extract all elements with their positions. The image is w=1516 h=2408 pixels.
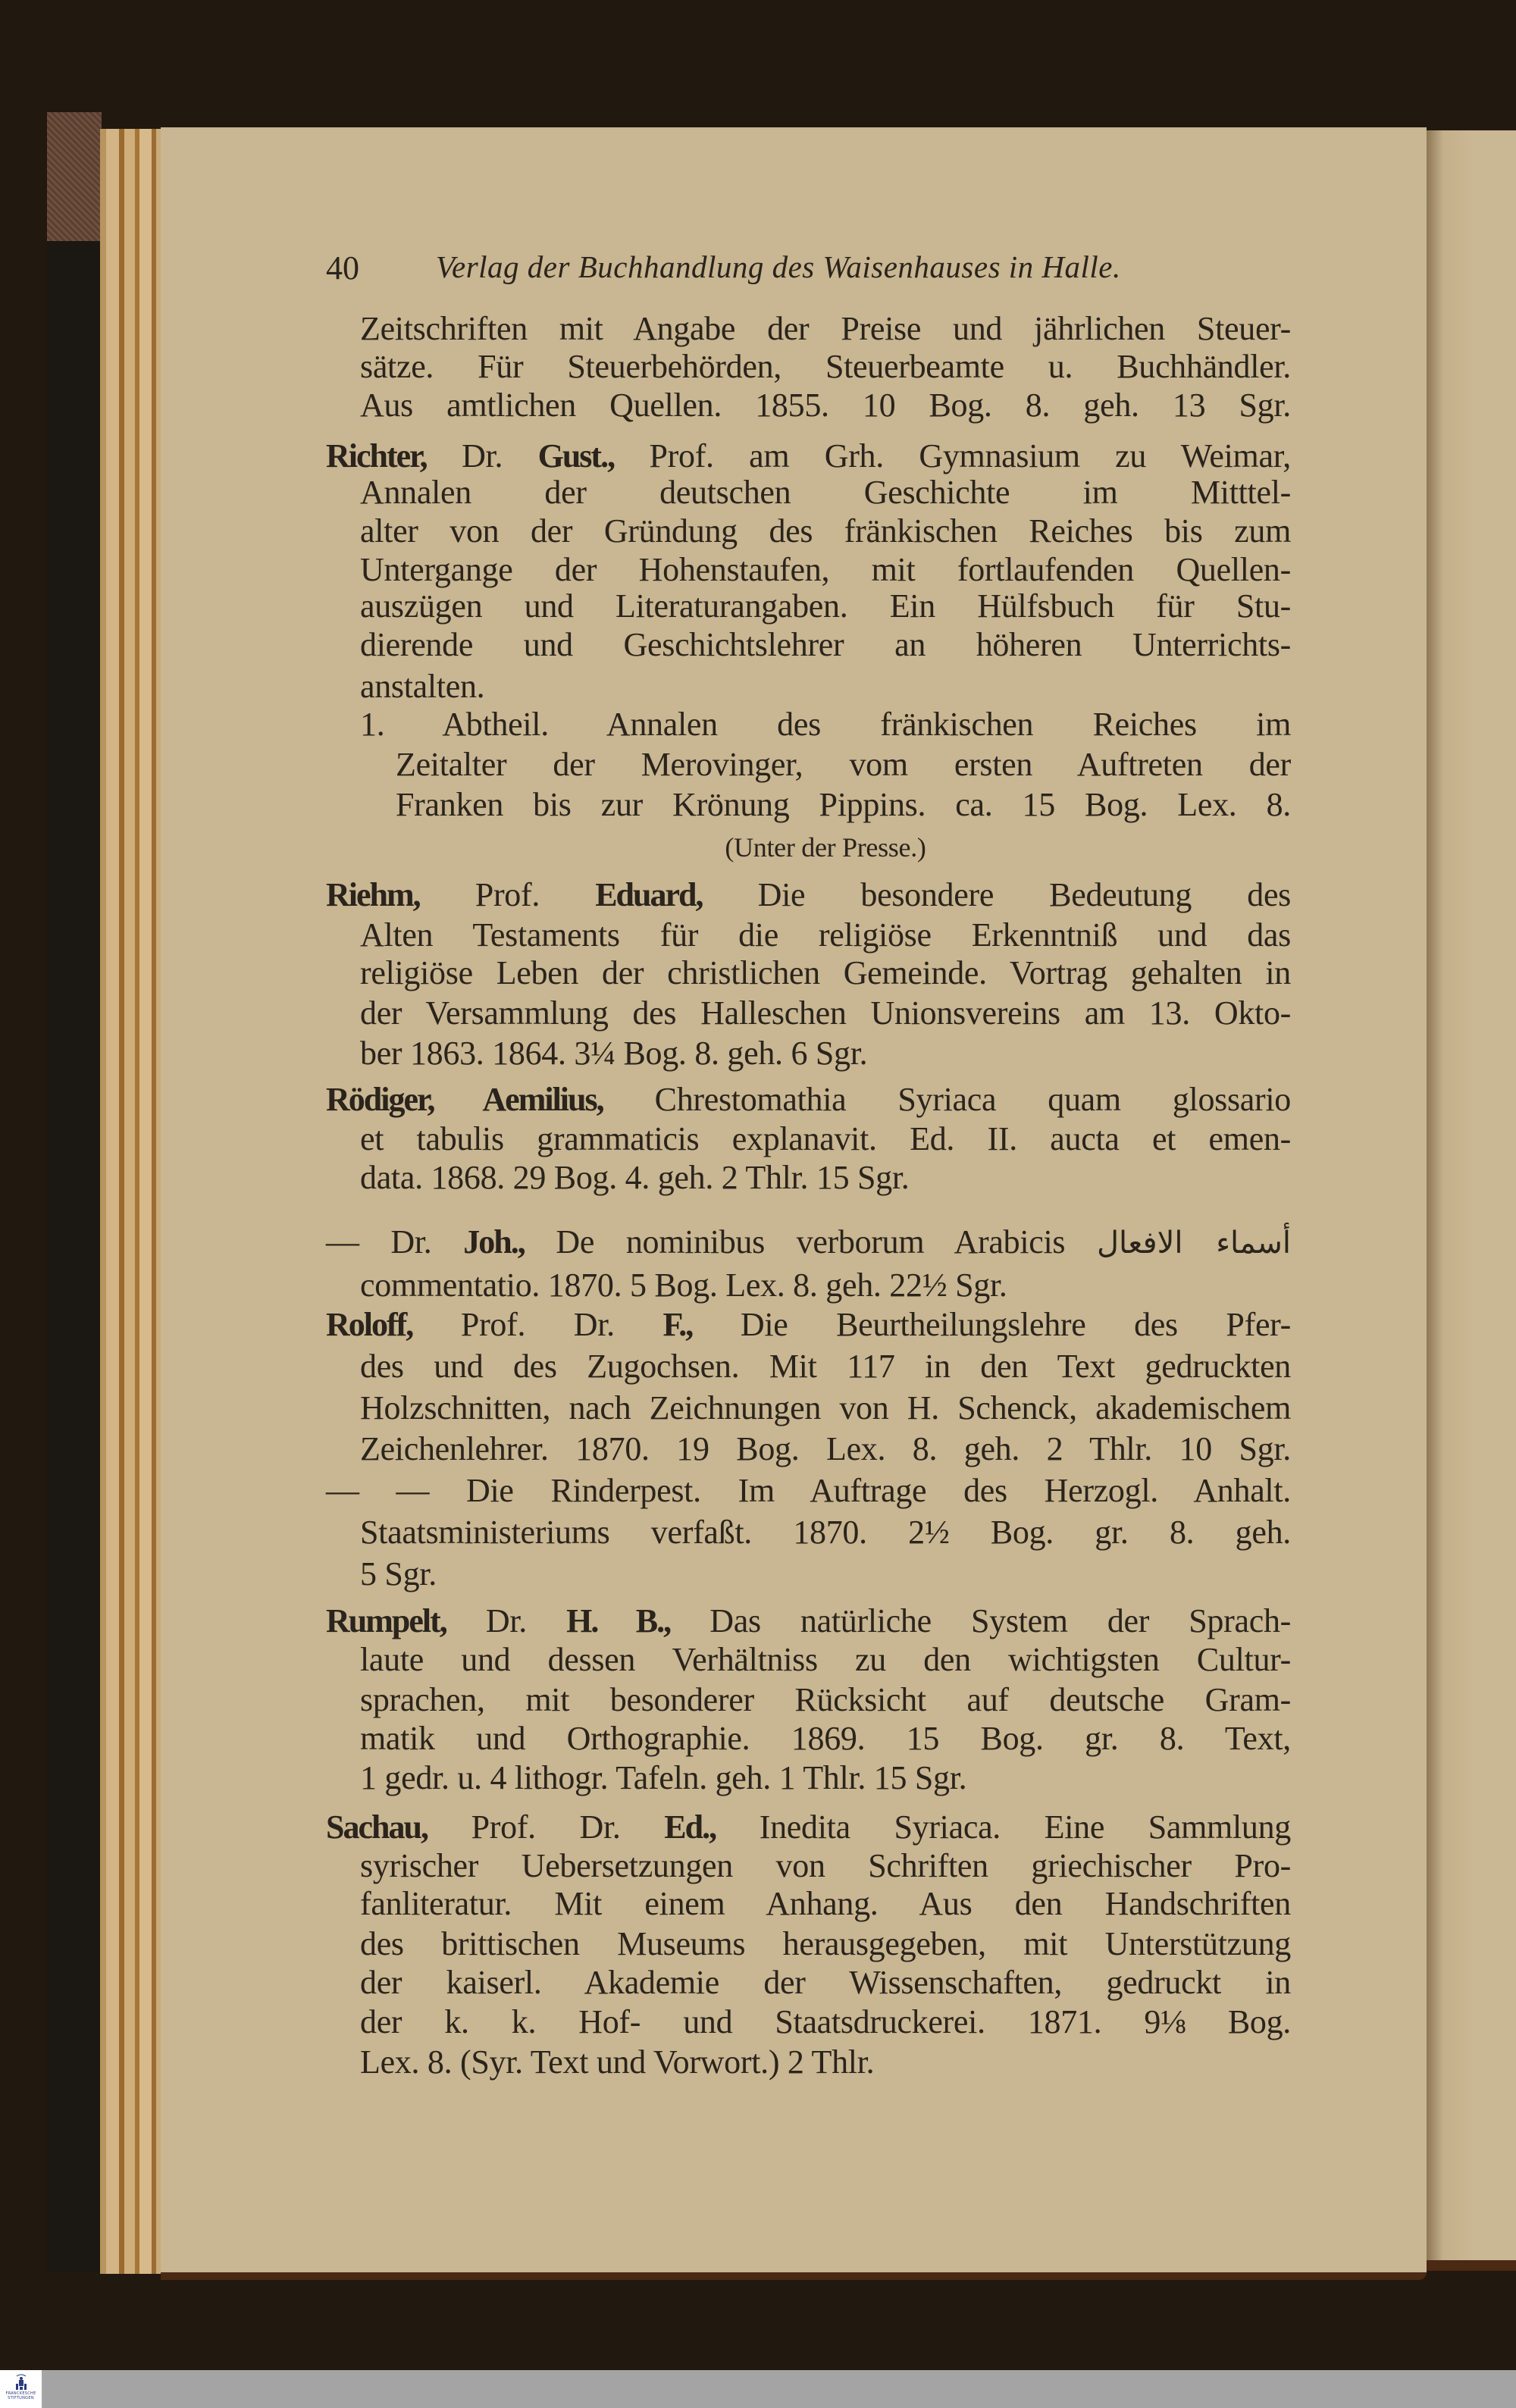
text-segment: Dr.	[446, 1602, 567, 1639]
text-segment: der Versammlung des Halleschen Unionsvereins am 13. Okto-	[360, 994, 1291, 1032]
logo-text-1: FRANCKESCHE	[5, 2391, 36, 2396]
text-segment: Prof. Dr.	[412, 1306, 663, 1343]
text-line	[360, 346, 1291, 388]
text-line	[360, 1845, 1291, 1887]
author-name: Sachau,	[326, 1808, 428, 1846]
viewer-bottom-bar	[0, 2370, 1516, 2408]
text-segment: alter von der Gründung des fränkischen Reiches bis zum	[360, 512, 1291, 550]
text-segment: Zeitalter der Merovinger, vom ersten Auftreten der	[396, 746, 1291, 783]
text-segment: Die besondere Bedeutung des	[702, 876, 1291, 913]
text-line	[360, 1757, 1291, 1799]
text-line	[326, 1806, 1291, 1849]
text-segment: dierende und Geschichtslehrer an höheren Unterrichts-	[360, 626, 1291, 663]
text-line	[360, 1511, 1291, 1554]
text-line	[360, 826, 1291, 869]
text-line	[360, 585, 1291, 628]
page-number: 40	[326, 249, 359, 287]
text-segment: (Unter der Presse.)	[725, 832, 926, 863]
author-name: F.,	[662, 1306, 693, 1343]
author-name: Rumpelt,	[326, 1602, 446, 1639]
text-segment: fanliteratur. Mit einem Anhang. Aus den Handschriften	[360, 1885, 1291, 1922]
text-line	[360, 1962, 1291, 2004]
text-segment: sprachen, mit besonderer Rücksicht auf deutsche Gram-	[360, 1681, 1291, 1718]
text-segment: 1 gedr. u. 4 lithogr. Tafeln. geh. 1 Thlr. 15 Sgr.	[360, 1759, 967, 1796]
text-line	[360, 1553, 1291, 1595]
text-segment: Die Beurtheilungslehre des Pfer-	[692, 1306, 1291, 1343]
text-segment: Alten Testaments für die religiöse Erkenntniß und das	[360, 916, 1291, 953]
text-line	[360, 703, 1291, 746]
text-line	[360, 384, 1291, 427]
text-segment: laute und dessen Verhältniss zu den wichtigsten Cultur-	[360, 1641, 1291, 1678]
author-name: H. B.,	[566, 1602, 671, 1639]
running-title: Verlag der Buchhandlung des Waisenhauses in Halle.	[436, 249, 1121, 284]
text-line	[360, 1387, 1291, 1429]
text-segment: commentatio. 1870. 5 Bog. Lex. 8. geh. 22½ Sgr.	[360, 1267, 1007, 1304]
text-segment: der k. k. Hof- und Staatsdruckerei. 1871. 9⅛ Bog.	[360, 2003, 1291, 2040]
text-line	[396, 784, 1291, 826]
text-line	[360, 1639, 1291, 1681]
author-name: Ed.,	[664, 1808, 716, 1846]
text-line	[360, 1345, 1291, 1388]
text-line	[326, 1600, 1291, 1642]
text-segment: Franken bis zur Krönung Pippins. ca. 15 Bog. Lex. 8.	[396, 786, 1291, 823]
text-segment: Zeichenlehrer. 1870. 19 Bog. Lex. 8. geh. 2 Thlr. 10 Sgr.	[360, 1430, 1291, 1467]
text-line	[360, 1157, 1291, 1199]
book-cover	[47, 241, 100, 2272]
author-name: Richter,	[326, 437, 427, 474]
text-segment: Das natürliche System der Sprach-	[670, 1602, 1291, 1639]
text-segment: Staatsministeriums verfaßt. 1870. 2½ Bog. gr. 8. geh.	[360, 1514, 1291, 1551]
author-name: Gust.,	[537, 437, 615, 474]
text-line	[360, 1264, 1291, 1307]
text-line	[360, 1679, 1291, 1721]
text-segment: anstalten.	[360, 668, 485, 705]
text-segment: des brittischen Museums herausgegeben, mit Unterstützung	[360, 1925, 1291, 1962]
logo-text-2: STIFTUNGEN	[8, 2396, 34, 2400]
text-segment: Prof. am Grh. Gymnasium zu Weimar,	[614, 437, 1291, 474]
text-segment: Aus amtlichen Quellen. 1855. 10 Bog. 8. geh. 13 Sgr.	[360, 387, 1291, 424]
text-segment: — — Die Rinderpest. Im Auftrage des Herzogl. Anhalt.	[326, 1472, 1291, 1509]
text-segment: Annalen der deutschen Geschichte im Mitttel-	[360, 474, 1291, 511]
text-line	[326, 1079, 1291, 1121]
text-segment: Zeitschriften mit Angabe der Preise und jährlichen Steuer-	[360, 310, 1291, 347]
text-line	[360, 1923, 1291, 1965]
text-segment: et tabulis grammaticis explanavit. Ed. II. aucta et emen-	[360, 1120, 1291, 1157]
author-name: Eduard,	[595, 876, 703, 913]
text-line	[360, 1428, 1291, 1470]
text-line	[360, 1718, 1291, 1760]
franckesche-stiftungen-logo	[0, 2370, 42, 2408]
text-line	[360, 624, 1291, 666]
text-segment: Untergange der Hohenstaufen, mit fortlaufenden Quellen-	[360, 551, 1291, 588]
text-segment: Lex. 8. (Syr. Text und Vorwort.) 2 Thlr.	[360, 2043, 875, 2081]
text-segment: Holzschnitten, nach Zeichnungen von H. Schenck, akademischem	[360, 1389, 1291, 1426]
text-segment: 1. Abtheil. Annalen des fränkischen Reiches im	[360, 706, 1291, 743]
text-segment: der kaiserl. Akademie der Wissenschaften, gedruckt in	[360, 1964, 1291, 2001]
text-line	[360, 1032, 1291, 1075]
text-line	[326, 1470, 1291, 1512]
author-name: Rödiger, Aemilius,	[326, 1081, 603, 1118]
text-line	[360, 1883, 1291, 1925]
logo-figure-icon	[15, 2373, 27, 2391]
text-segment: syrischer Uebersetzungen von Schriften griechischer Pro-	[360, 1847, 1291, 1884]
text-line	[360, 914, 1291, 957]
text-line	[360, 665, 1291, 708]
text-line	[326, 1221, 1291, 1263]
text-line	[396, 744, 1291, 786]
text-segment: Prof. Dr.	[427, 1808, 665, 1846]
text-segment: Prof.	[419, 876, 596, 913]
text-line	[360, 1118, 1291, 1160]
text-segment: De nominibus verborum Arabicis	[524, 1223, 1097, 1260]
author-name: Joh.,	[463, 1223, 525, 1260]
text-segment: 5 Sgr.	[360, 1555, 437, 1592]
text-line	[360, 2001, 1291, 2043]
binding-cloth	[47, 112, 102, 241]
text-line	[326, 874, 1291, 916]
text-segment: matik und Orthographie. 1869. 15 Bog. gr. 8. Text,	[360, 1720, 1291, 1757]
text-segment: — Dr.	[326, 1223, 464, 1260]
text-line	[360, 471, 1291, 514]
text-segment: Dr.	[426, 437, 538, 474]
text-segment: auszügen und Literaturangaben. Ein Hülfsbuch für Stu-	[360, 587, 1291, 625]
text-segment: data. 1868. 29 Bog. 4. geh. 2 Thlr. 15 Sgr.	[360, 1159, 910, 1196]
text-line	[360, 992, 1291, 1035]
page-edges	[100, 129, 161, 2274]
text-segment: Chrestomathia Syriaca quam glossario	[603, 1081, 1292, 1118]
author-name: Riehm,	[326, 876, 420, 913]
text-segment: ber 1863. 1864. 3¼ Bog. 8. geh. 6 Sgr.	[360, 1035, 868, 1072]
author-name: Roloff,	[326, 1306, 413, 1343]
text-line	[360, 308, 1291, 350]
text-segment: Inedita Syriaca. Eine Sammlung	[716, 1808, 1291, 1846]
text-segment: sätze. Für Steuerbehörden, Steuerbeamte u. Buchhändler.	[360, 348, 1291, 385]
facing-page	[1427, 130, 1516, 2271]
text-line	[360, 510, 1291, 553]
text-line	[360, 952, 1291, 994]
text-line	[326, 1304, 1291, 1346]
text-line	[360, 2041, 1291, 2084]
text-segment: religiöse Leben der christlichen Gemeinde. Vortrag gehalten in	[360, 954, 1291, 991]
arabic-title: أسماء الافعال	[1096, 1226, 1292, 1260]
page-header	[326, 249, 1311, 291]
text-segment: des und des Zugochsen. Mit 117 in den Text gedruckten	[360, 1348, 1291, 1385]
